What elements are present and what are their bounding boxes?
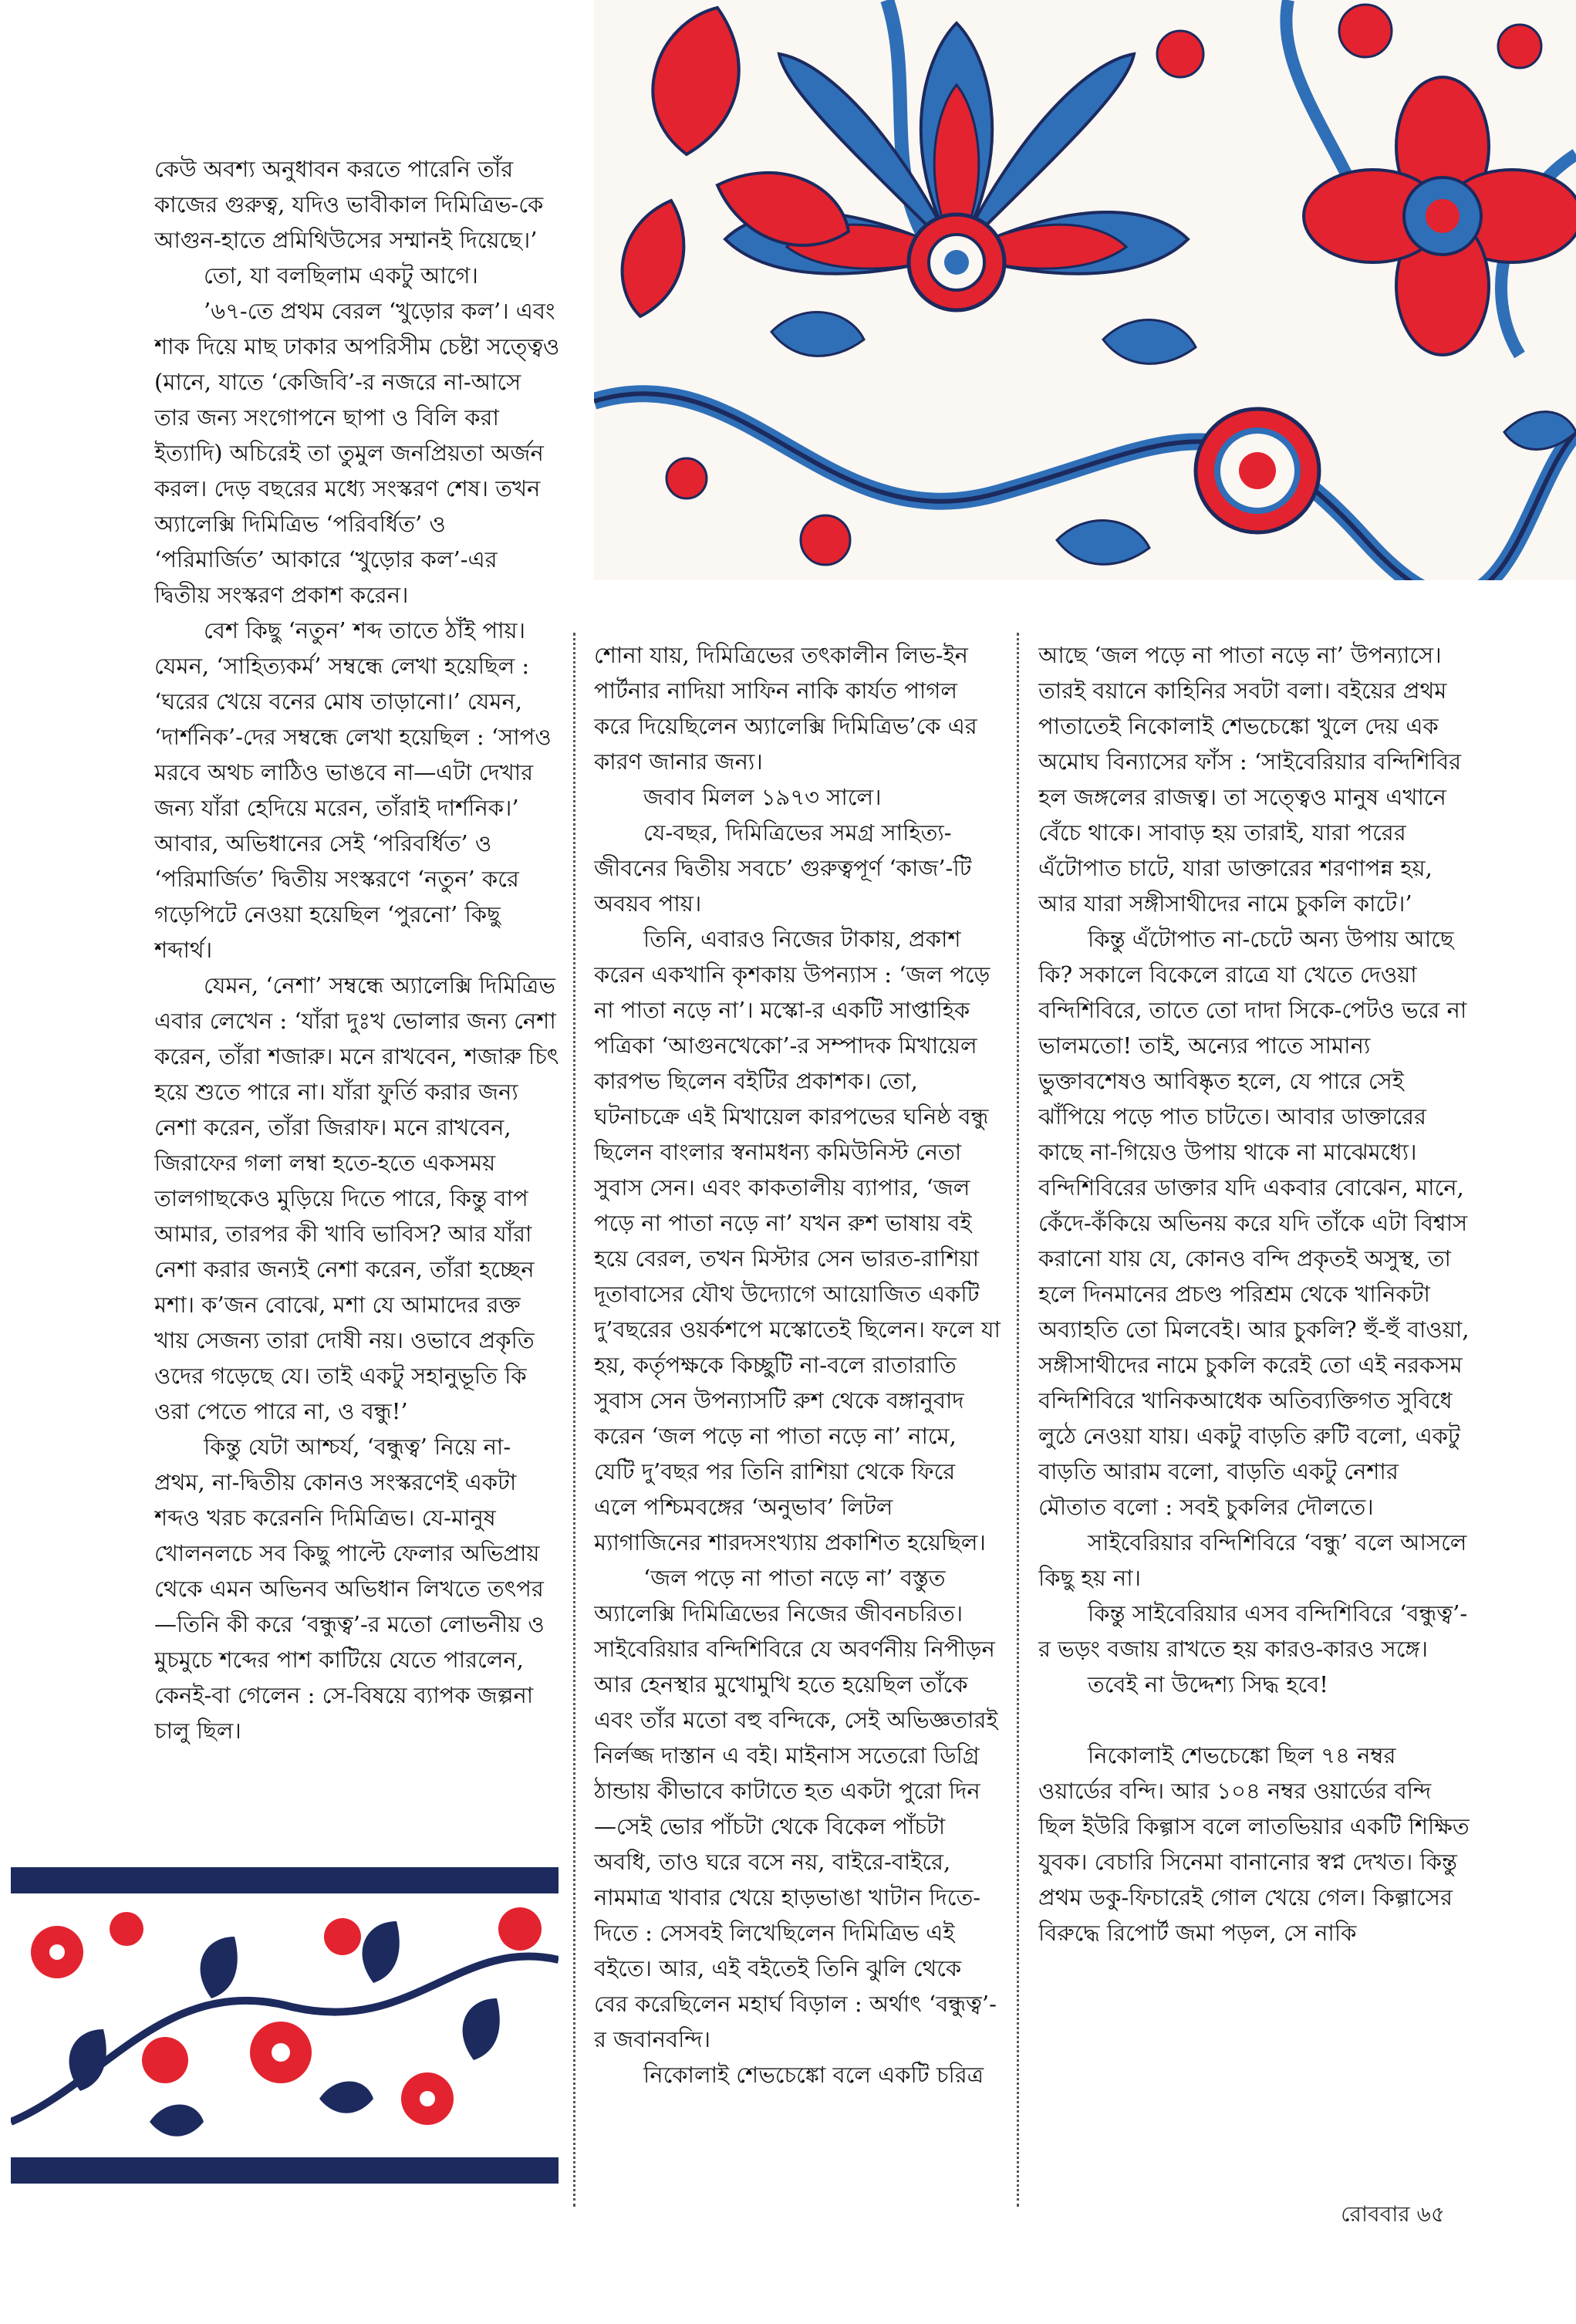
paragraph: যেমন, ‘নেশা’ সম্বন্ধে অ্যালেক্সি দিমিত্রিভ এবার লেখেন : ‘যাঁরা দুঃখ ভোলার জন্য নেশা করেন, তাঁরা শজারু। মনে রাখবেন, শজারু চিৎ হয়ে শুতে পারে না। যাঁরা ফুর্তি করার জন্য নেশা করেন, তাঁরা জিরাফ। মনে রাখবেন, জিরাফের গলা লম্বা হতে-হতে একসময় তালগাছকেও মুড়িয়ে দিতে পারে, কিন্তু বাপ আমার, তারপর কী খাবি ভাবিস? আর যাঁরা নেশা করার জন্যই নেশা করেন, তাঁরা হচ্ছেন মশা। ক’জন বোঝে, মশা যে আমাদের রক্ত খায় সেজন্য তারা দোষী নয়। ওভাবে প্রকৃতি ওদের গড়েছে যে। তাই একটু সহানুভূতি কি ওরা পেতে পারে না, ও বন্ধু!’ (154, 972, 559, 1424)
paragraph: যে-বছর, দিমিত্রিভের সমগ্র সাহিত্য-জীবনের দ্বিতীয় সবচে’ গুরুত্বপূর্ণ ‘কাজ’-টি অবয়ব পায়। (594, 819, 972, 917)
column-divider (1017, 633, 1019, 2207)
text-column-1 (154, 151, 560, 1833)
paragraph: তো, যা বলছিলাম একটু আগে। (204, 262, 478, 289)
paragraph: কিন্তু যেটা আশ্চর্য, ‘বন্ধুত্ব’ নিয়ে না-প্রথম, না-দ্বিতীয় কোনও সংস্করণেই একটা শব্দও খরচ করেননি দিমিত্রিভ। যে-মানুষ খোলনলচে সব কিছু পাল্টে ফেলার অভিপ্রায় থেকে এমন অভিনব অভিধান লিখতে তৎপর—তিনি কী করে ‘বন্ধুত্ব’-র মতো লোভনীয় ও মুচমুচে শব্দের পাশ কাটিয়ে যেতে পারলেন, কেনই-বা গেলেন : সে-বিষয়ে ব্যাপক জল্পনা চালু ছিল। (154, 1434, 545, 1744)
paragraph: শোনা যায়, দিমিত্রিভের তৎকালীন লিভ-ইন পার্টনার নাদিয়া সাফিন নাকি কার্যত পাগল করে দিয়েছিলেন অ্যালেক্সি দিমিত্রিভ’কে এর কারণ জানার জন্য। (594, 642, 977, 775)
paragraph: কেউ অবশ্য অনুধাবন করতে পারেনি তাঁর কাজের গুরুত্ব, যদিও ভাবীকাল দিমিত্রিভ-কে আগুন-হাতে প্রমিথিউসের সম্মানই দিয়েছে।’ (154, 156, 544, 253)
text-column-3 (1038, 637, 1470, 2221)
paragraph: জবাব মিলল ১৯৭৩ সালে। (643, 784, 882, 810)
paragraph: কিন্তু এঁটোপাত না-চেটে অন্য উপায় আছে কি? সকালে বিকেলে রাত্রে যা খেতে দেওয়া বন্দিশিবিরে, তাতে তো দাদা সিকে-পেটও ভরে না ভালমতো! তাই, অন্যের পাতে সামান্য ভুক্তাবশেষও আবিষ্কৃত হলে, যে পারে সেই ঝাঁপিয়ে পড়ে পাত চাটতে। আবার ডাক্তারের কাছে না-গিয়েও উপায় থাকে না মাঝেমধ্যে। বন্দিশিবিরের ডাক্তার যদি একবার বোঝেন, মানে, কেঁদে-কঁকিয়ে অভিনয় করে যদি তাঁকে এটা বিশ্বাস করানো যায় যে, কোনও বন্দি প্রকৃতই অসুস্থ, তা হলে দিনমানের প্রচণ্ড পরিশ্রম থেকে খানিকটা অব্যাহতি তো মিলবেই। আর চুকলি? হুঁ-হুঁ বাওয়া, সঙ্গীসাথীদের নামে চুকলি করেই তো এই নরকসম বন্দিশিবিরে খানিকআধেক অতিব্যক্তিগত সুবিধে লুঠে নেওয়া যায়। একটু বাড়তি রুটি বলো, একটু বাড়তি আরাম বলো, বাড়তি একটু নেশার মৌতাত বলো : সবই চুকলির দৌলতে। (1038, 926, 1470, 1520)
page-footer: রোববার ৬৫ (1341, 2201, 1445, 2227)
paragraph: তিনি, এবারও নিজের টাকায়, প্রকাশ করেন একখানি কৃশকায় উপন্যাস : ‘জল পড়ে না পাতা নড়ে না’। মস্কো-র একটি সাপ্তাহিক পত্রিকা ‘আগুনখেকো’-র সম্পাদক মিখায়েল কারপভ ছিলেন বইটির প্রকাশক। তো, ঘটনাচক্রে এই মিখায়েল কারপভের ঘনিষ্ঠ বন্ধু ছিলেন বাংলার স্বনামধন্য কমিউনিস্ট নেতা সুবাস সেন। এবং কাকতালীয় ব্যাপার, ‘জল পড়ে না পাতা নড়ে না’ যখন রুশ ভাষায় বই হয়ে বেরল, তখন মিস্টার সেন ভারত-রাশিয়া দূতাবাসের যৌথ উদ্যোগে আয়োজিত একটি দু’বছরের ওয়র্কশপে মস্কোতেই ছিলেন। ফলে যা হয়, কর্তৃপক্ষকে কিচ্ছুটি না-বলে রাতারাতি সুবাস সেন উপন্যাসটি রুশ থেকে বঙ্গানুবাদ করেন ‘জল পড়ে না পাতা নড়ে না’ নামে, যেটি দু’বছর পর তিনি রাশিয়া থেকে ফিরে এলে পশ্চিমবঙ্গের ‘অনুভাব’ লিটল ম্যাগাজিনের শারদসংখ্যায় প্রকাশিত হয়েছিল। (594, 926, 1001, 1556)
paragraph: কিন্তু সাইবেরিয়ার এসব বন্দিশিবিরে ‘বন্ধুত্ব’-র ভড়ং বজায় রাখতে হয় কারও-কারও সঙ্গে। (1038, 1600, 1468, 1662)
floral-illustration (594, 0, 1576, 580)
paragraph: ’৬৭-তে প্রথম বেরল ‘খুড়োর কল’। এবং শাক দিয়ে মাছ ঢাকার অপরিসীম চেষ্টা সত্ত্বেও (মানে, যাতে ‘কেজিবি’-র নজরে না-আসে তার জন্য সংগোপনে ছাপা ও বিলি করা ইত্যাদি) অচিরেই তা তুমুল জনপ্রিয়তা অর্জন করল। দেড় বছরের মধ্যে সংস্করণ শেষ। তখন অ্যালেক্সি দিমিত্রিভ ‘পরিবর্ধিত’ ও ‘পরিমার্জিত’ আকারে ‘খুড়োর কল’-এর দ্বিতীয় সংস্করণ প্রকাশ করেন। (154, 298, 560, 608)
floral-artwork-bottom (11, 1867, 559, 2184)
paragraph: নিকোলাই শেভচেঙ্কো বলে একটি চরিত্র (643, 2062, 984, 2088)
paragraph: নিকোলাই শেভচেঙ্কো ছিল ৭৪ নম্বর ওয়ার্ডের বন্দি। আর ১০৪ নম্বর ওয়ার্ডের বন্দি ছিল ইউরি কিল্গাস বলে লাতভিয়ার একটি শিক্ষিত যুবক। বেচারি সিনেমা বানানোর স্বপ্ন দেখত। কিন্তু প্রথম ডকু-ফিচারেই গোল খেয়ে গেল। কিল্গাসের বিরুদ্ধে রিপোর্ট জমা পড়ল, সে নাকি (1038, 1742, 1470, 1946)
paragraph: বেশ কিছু ‘নতুন’ শব্দ তাতে ঠাঁই পায়। যেমন, ‘সাহিত্যকর্ম’ সম্বন্ধে লেখা হয়েছিল : ‘ঘরের খেয়ে বনের মোষ তাড়ানো।’ যেমন, ‘দার্শনিক’-দের সম্বন্ধে লেখা হয়েছিল : ‘সাপও মরবে অথচ লাঠিও ভাঙবে না—এটা দেখার জন্য যাঁরা হেদিয়ে মরেন, তাঁরাই দার্শনিক।’ আবার, অভিধানের সেই ‘পরিবর্ধিত’ ও ‘পরিমার্জিত’ দ্বিতীয় সংস্করণে ‘নতুন’ করে গড়েপিটে নেওয়া হয়েছিল ‘পুরনো’ কিছু শব্দার্থ। (154, 617, 552, 963)
paragraph: সাইবেরিয়ার বন্দিশিবিরে ‘বন্ধু’ বলে আসলে কিছু হয় না। (1038, 1529, 1467, 1591)
paragraph: আছে ‘জল পড়ে না পাতা নড়ে না’ উপন্যাসে। তারই বয়ানে কাহিনির সবটা বলা। বইয়ের প্রথম পাতাতেই নিকোলাই শেভচেঙ্কো খুলে দেয় এক অমোঘ বিন্যাসের ফাঁস : ‘সাইবেরিয়ার বন্দিশিবির হল জঙ্গলের রাজত্ব। তা সত্ত্বেও মানুষ এখানে বেঁচে থাকে। সাবাড় হয় তারাই, যারা পরের এঁটোপাত চাটে, যারা ডাক্তারের শরণাপন্ন হয়, আর যারা সঙ্গীসাথীদের নামে চুকলি কাটে।’ (1038, 642, 1462, 917)
paragraph: তবেই না উদ্দেশ্য সিদ্ধ হবে! (1088, 1671, 1328, 1697)
floral-artwork-top (594, 0, 1576, 580)
column-divider (573, 633, 575, 2207)
paragraph: ‘জল পড়ে না পাতা নড়ে না’ বস্তুত অ্যালেক্সি দিমিত্রিভের নিজের জীবনচরিত। সাইবেরিয়ার বন্দিশিবিরে যে অবর্ণনীয় নিপীড়ন আর হেনস্থার মুখোমুখি হতে হয়েছিল তাঁকে এবং তাঁর মতো বহু বন্দিকে, সেই অভিজ্ঞতারই নির্লজ্জ দাস্তান এ বই। মাইনাস সতেরো ডিগ্রি ঠান্ডায় কীভাবে কাটাতে হত একটা পুরো দিন—সেই ভোর পাঁচটা থেকে বিকেল পাঁচটা অবধি, তাও ঘরে বসে নয়, বাইরে-বাইরে, নামমাত্র খাবার খেয়ে হাড়ভাঙা খাটান দিতে-দিতে : সেসবই লিখেছিলেন দিমিত্রিভ এই বইতে। আর, এই বইতেই তিনি ঝুলি থেকে বের করেছিলেন মহার্ঘ বিড়াল : অর্থাৎ ‘বন্ধুত্ব’-র জবানবন্দি। (594, 1565, 998, 2052)
text-column-2 (594, 637, 1001, 2242)
floral-border-illustration (11, 1867, 559, 2184)
